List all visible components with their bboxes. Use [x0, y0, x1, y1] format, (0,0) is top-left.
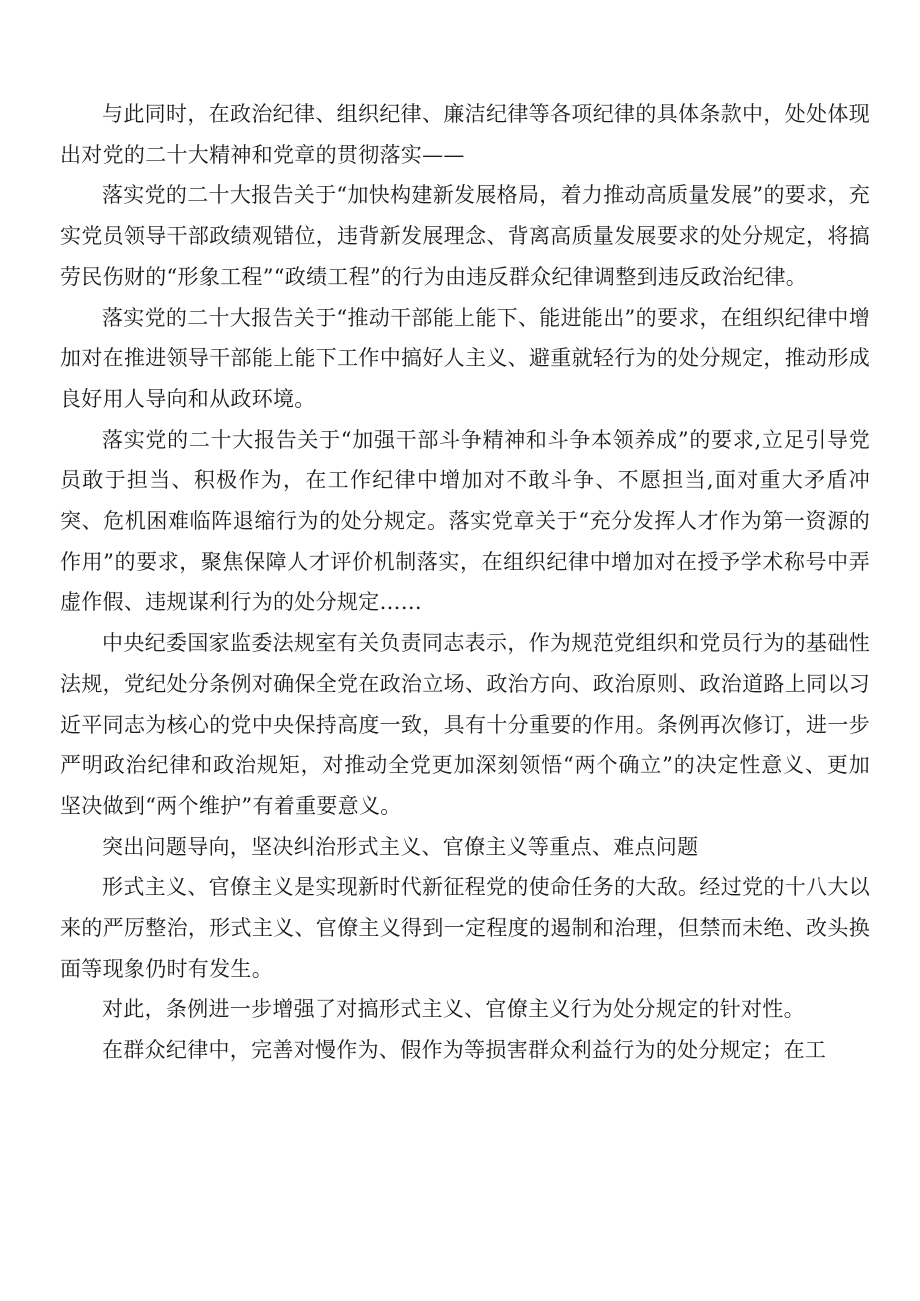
paragraph-3: 落实党的二十大报告关于“推动干部能上能下、能进能出”的要求，在组织纪律中增加对在推进领导干部能上能下工作中搞好人主义、避重就轻行为的处分规定，推动形成良好用人导向和从政环境。	[60, 305, 870, 411]
document-body	[60, 94, 870, 1071]
paragraph-2: 落实党的二十大报告关于“加快构建新发展格局，着力推动高质量发展”的要求，充实党员领导干部政绩观错位，违背新发展理念、背离高质量发展要求的处分规定，将搞劳民伤财的“形象工程”“政绩工程”的行为由违反群众纪律调整到违反政治纪律。	[60, 183, 870, 289]
paragraph-5: 中央纪委国家监委法规室有关负责同志表示，作为规范党组织和党员行为的基础性法规，党纪处分条例对确保全党在政治立场、政治方向、政治原则、政治道路上同以习近平同志为核心的党中央保持高度一致，具有十分重要的作用。条例再次修订，进一步严明政治纪律和政治规矩，对推动全党更加深刻领悟“两个确立”的决定性意义、更加坚决做到“两个维护”有着重要意义。	[60, 631, 870, 818]
paragraph-7: 对此，条例进一步增强了对搞形式主义、官僚主义行为处分规定的针对性。	[102, 997, 805, 1022]
paragraph-8: 在群众纪律中，完善对慢作为、假作为等损害群众利益行为的处分规定；在工	[102, 1038, 827, 1063]
paragraph-4: 落实党的二十大报告关于“加强干部斗争精神和斗争本领养成”的要求,立足引导党员敢于担当、积极作为，在工作纪律中增加对不敢斗争、不愿担当,面对重大矛盾冲突、危机困难临阵退缩行为的处分规定。落实党章关于“充分发挥人才作为第一资源的作用”的要求，聚焦保障人才评价机制落实，在组织纪律中增加对在授予学术称号中弄虚作假、违规谋利行为的处分规定……	[60, 427, 870, 615]
paragraph-6: 形式主义、官僚主义是实现新时代新征程党的使命任务的大敌。经过党的十八大以来的严厉整治，形式主义、官僚主义得到一定程度的遏制和治理，但禁而未绝、改头换面等现象仍时有发生。	[60, 875, 870, 981]
paragraph-1: 与此同时，在政治纪律、组织纪律、廉洁纪律等各项纪律的具体条款中，处处体现出对党的二十大精神和党章的贯彻落实——	[60, 102, 870, 167]
section-heading: 突出问题导向，坚决纠治形式主义、官僚主义等重点、难点问题	[102, 834, 699, 859]
